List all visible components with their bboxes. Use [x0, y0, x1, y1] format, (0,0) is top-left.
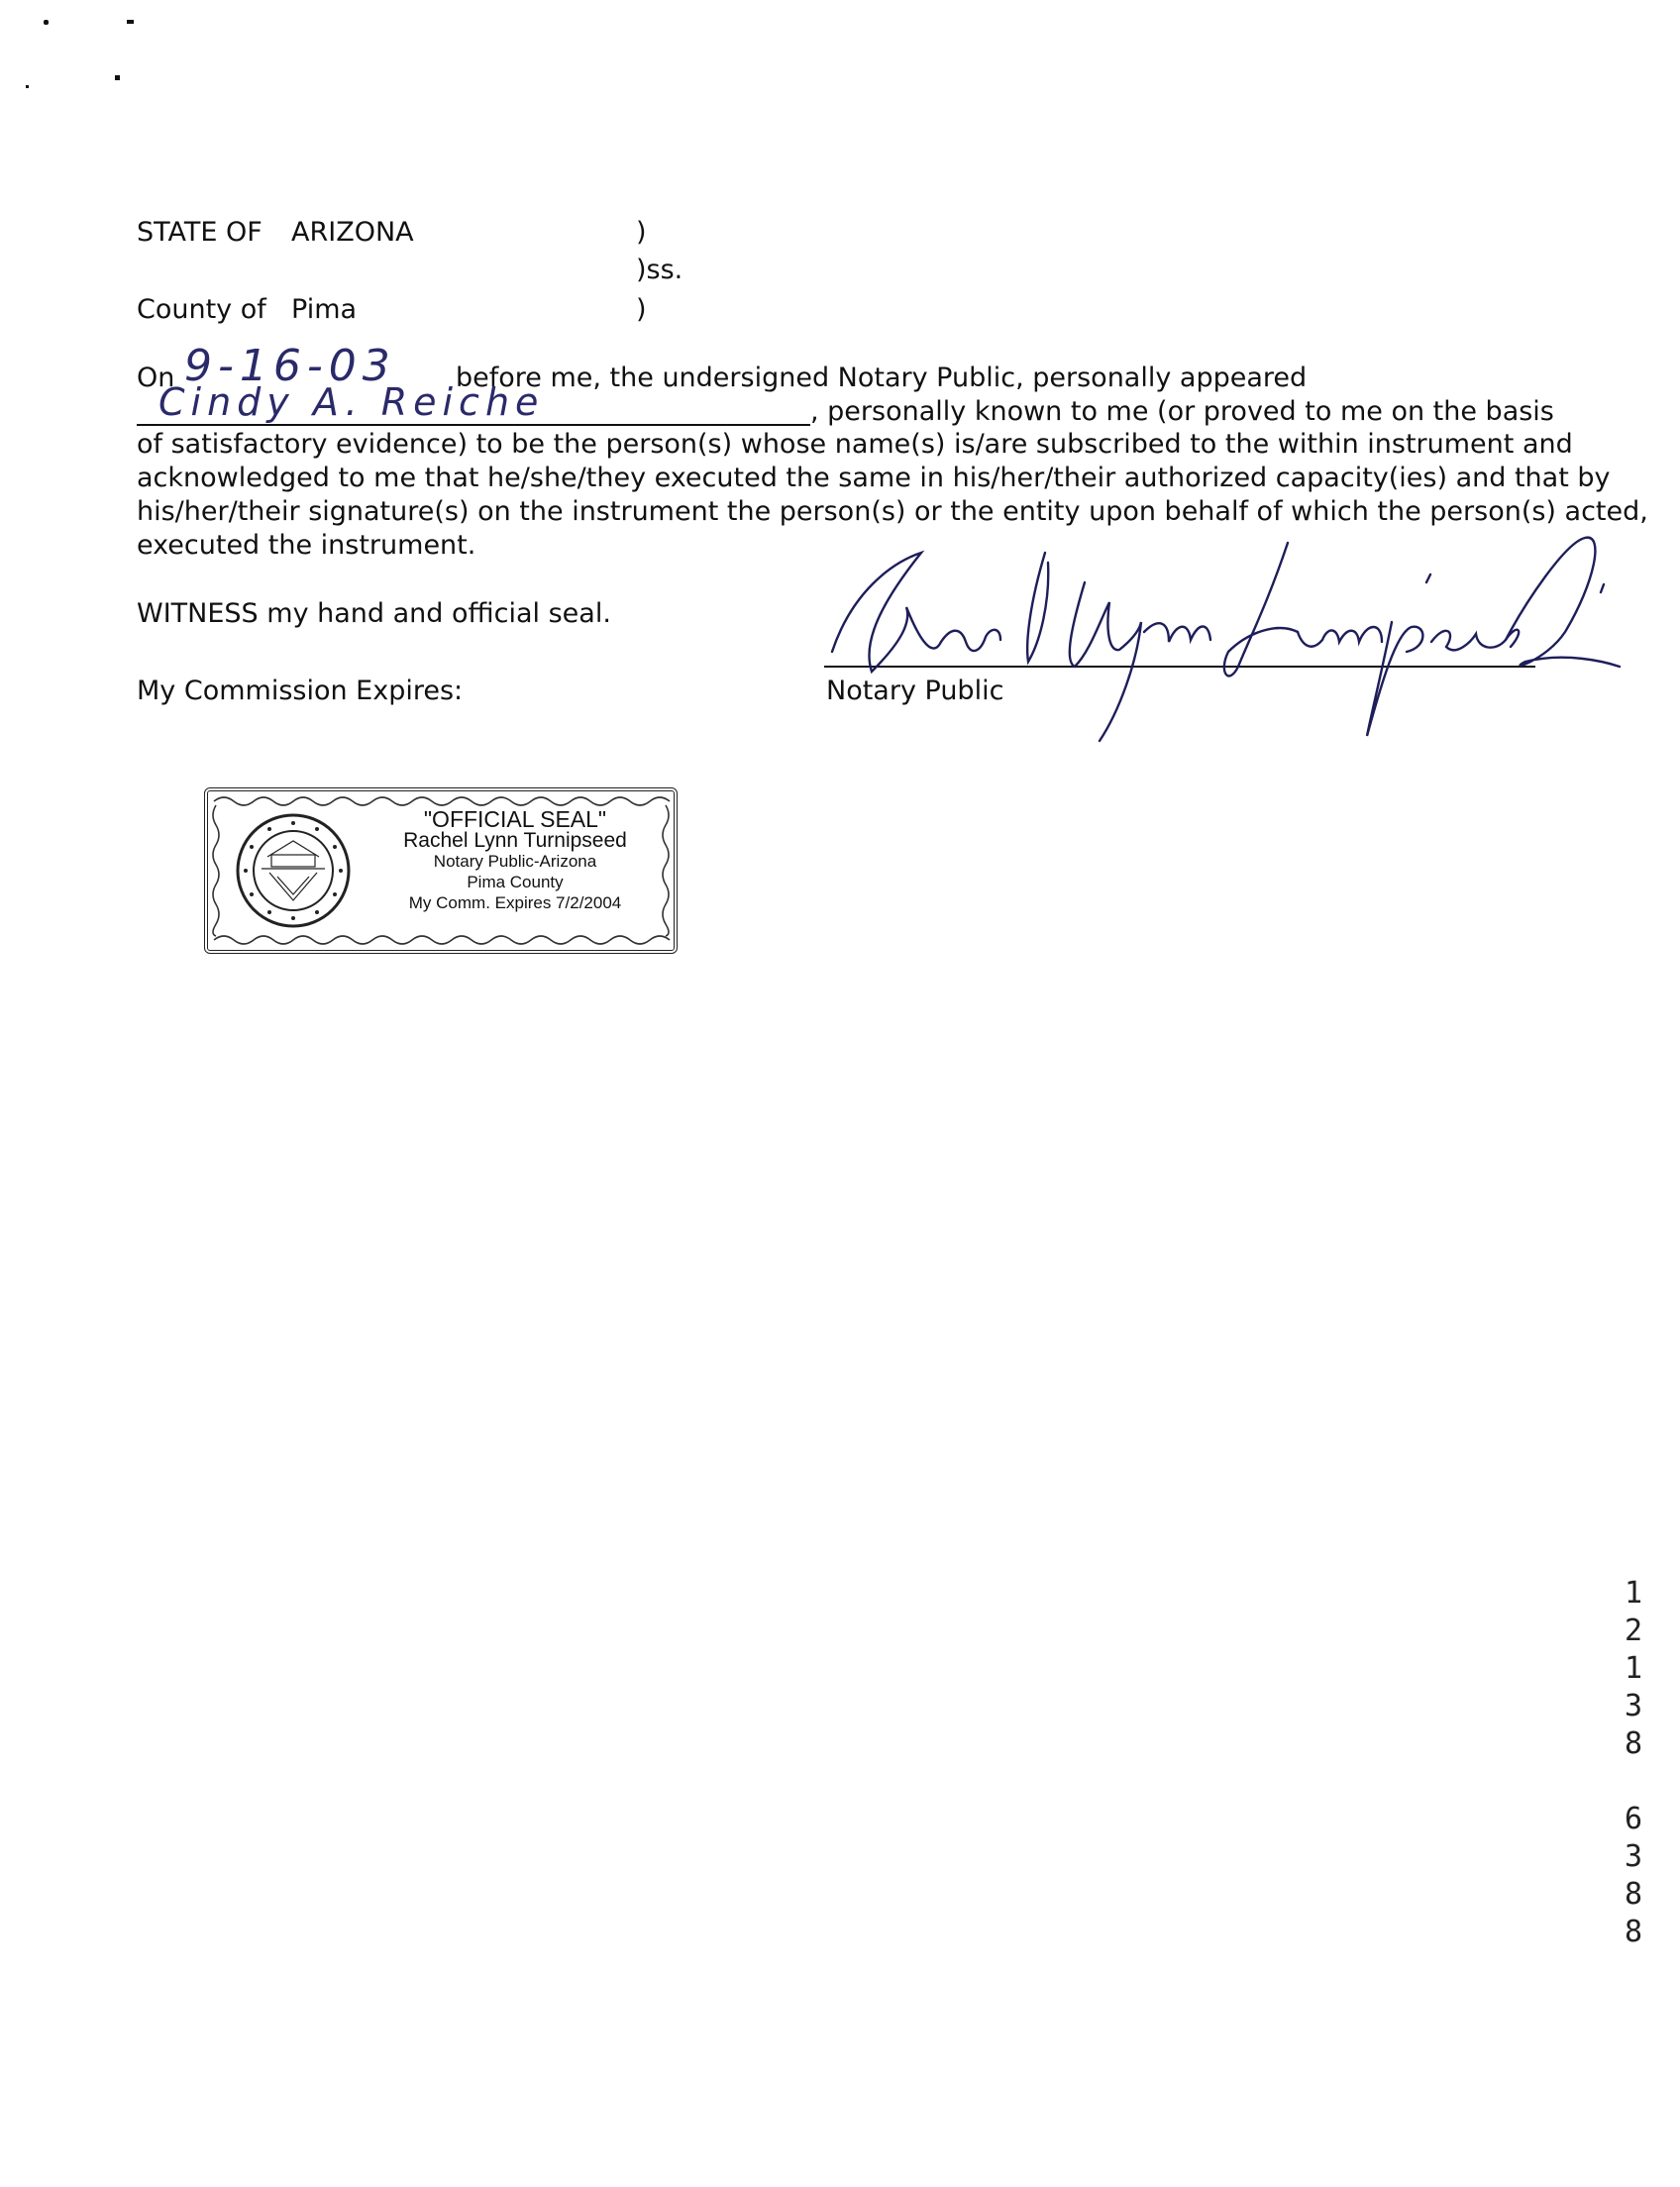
recording-digit: 2 [1625, 1614, 1643, 1648]
recording-digit: 8 [1625, 1726, 1643, 1761]
handwritten-name: Cindy A. Reiche [158, 380, 545, 424]
venue-ss: )ss. [636, 255, 683, 285]
ack-line-3: of satisfactory evidence) to be the person(s) whose name(s) is/are subscribed to the within instrument and [137, 429, 1573, 460]
recording-number [1625, 1575, 1642, 1951]
scan-speck [44, 20, 49, 25]
arizona-state-seal-icon [234, 811, 353, 930]
venue-paren-bottom: ) [636, 294, 647, 325]
recording-digit: 8 [1625, 1877, 1643, 1912]
state-label: STATE OF [137, 217, 262, 248]
commission-expires-label: My Commission Expires: [137, 676, 464, 706]
ack-line-5: his/her/their signature(s) on the instrument the person(s) or the entity upon behalf of which the person(s) acted, [137, 496, 1648, 527]
name-underline [137, 424, 810, 426]
seal-text-block [367, 806, 664, 913]
seal-expiration: My Comm. Expires 7/2/2004 [408, 893, 622, 912]
recording-digit: 3 [1625, 1839, 1643, 1874]
recording-digit: 3 [1625, 1689, 1643, 1723]
handwritten-date: 9-16-03 [184, 341, 396, 391]
seal-county: Pima County [467, 873, 564, 891]
official-seal-stamp [204, 787, 678, 954]
seal-notary-name: Rachel Lynn Turnipseed [403, 829, 627, 852]
notary-signature [812, 523, 1625, 751]
venue-paren-top: ) [636, 217, 647, 248]
seal-title: "OFFICIAL SEAL" [423, 806, 607, 832]
recording-digit: 8 [1625, 1915, 1643, 1949]
witness-statement: WITNESS my hand and official seal. [137, 598, 611, 629]
ack-line-2: , personally known to me (or proved to me on the basis [810, 396, 1554, 427]
county-label: County of [137, 294, 266, 325]
scan-speck [26, 85, 29, 88]
ack-line-1: before me, the undersigned Notary Public, personally appeared [456, 363, 1308, 393]
ack-line-6: executed the instrument. [137, 530, 476, 561]
on-prefix: On [137, 363, 175, 393]
notary-public-label: Notary Public [826, 676, 1004, 706]
scan-speck [127, 20, 134, 24]
recording-digit: 1 [1625, 1651, 1643, 1686]
recording-digit-gap [1625, 1763, 1642, 1801]
recording-digit: 1 [1625, 1576, 1643, 1611]
county-value: Pima [291, 294, 358, 325]
seal-notary-state: Notary Public-Arizona [433, 852, 597, 871]
recording-digit: 6 [1625, 1802, 1643, 1836]
state-value: ARIZONA [291, 217, 414, 248]
scan-speck [115, 75, 120, 80]
ack-line-4: acknowledged to me that he/she/they executed the same in his/her/their authorized capacity(ies) and that by [137, 463, 1611, 493]
